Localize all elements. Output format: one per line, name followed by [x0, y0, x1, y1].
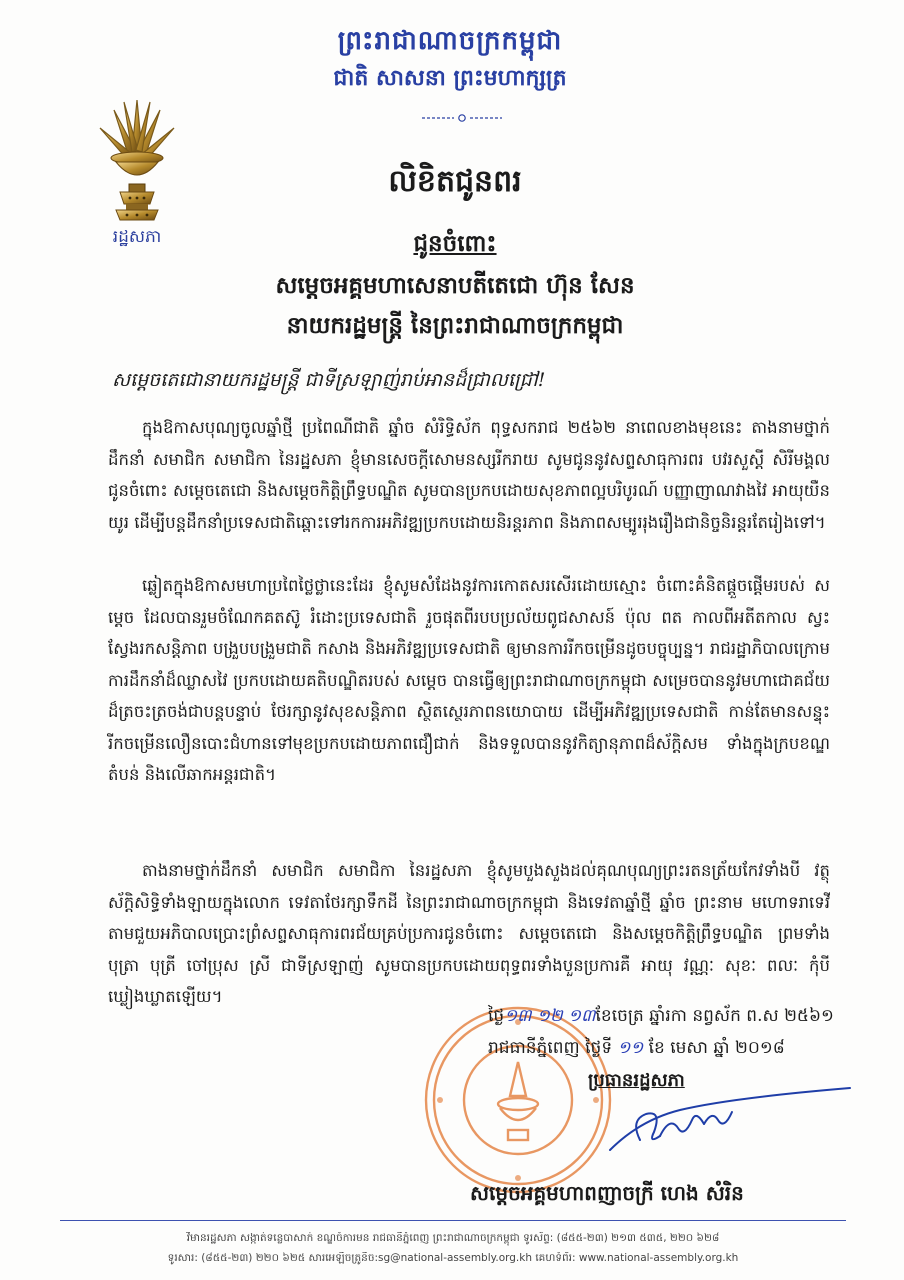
lunar-date-prefix: ថ្ងៃ: [488, 1006, 505, 1026]
lunar-date: [488, 1000, 858, 1032]
signer-name: សម្តេចអគ្គមហាពញាចក្រី ហេង សំរិន: [470, 1181, 744, 1205]
solar-date-handwritten: ១១: [617, 1038, 644, 1058]
body-paragraph-2: ឆ្លៀតក្នុងឱកាសមហាប្រពៃថ្លៃថ្លានេះដែរ ខ្ញុំសូមសំដែងនូវការកោតសរសើរដោយស្មោះ ចំពោះគំនិតផ្តួចផ្តើមរបស់ សម្តេច ដែលបានរួមចំណែកគតស៊ូ រំដោះប្រទេសជាតិ រួចផុតពីរបបប្រល័យពូជសាសន៍ ប៉ុល ពត កាលពីអតីតកាល ស្វះស្វែងរកសន្តិភាព បង្រួបបង្រួមជាតិ កសាង និងអភិវឌ្ឍប្រទេសជាតិ ឲ្យមានការរីកចម្រើនដូចបច្ចុប្បន្ន។ រាជរដ្ឋាភិបាលក្រោមការដឹកនាំដ៏ឈ្លាសវៃ ប្រកបដោយគតិបណ្ឌិតរបស់ សម្តេច បានធ្វើឲ្យព្រះរាជាណាចក្រកម្ពុជា សម្រេចបាននូវមហាជោគជ័យដ៏ត្រចះត្រចង់ជាបន្តបន្ទាប់ ថែរក្សានូវសុខសន្តិភាព ស្ថិតស្ថេរភាពនយោបាយ ដើម្បីអភិវឌ្ឍប្រទេសជាតិ កាន់តែមានសន្ទុះរីកចម្រើនលឿនបោះជំហានទៅមុខប្រកបដោយភាពជឿជាក់ និងទទួលបាននូវកិត្យានុភាពដ៏ស័ក្តិសម ទាំងក្នុងក្របខណ្ឌតំបន់ និងលើឆាកអន្តរជាតិ។: [108, 576, 830, 784]
kingdom-motto: ព្រះរាជាណាចក្រកម្ពុជា: [337, 26, 563, 56]
recipient-name: សម្តេចអគ្គមហាសេនាបតីតេជោ ហ៊ុន សែន: [275, 272, 635, 299]
recipient-position: នាយករដ្ឋមន្ត្រី នៃព្រះរាជាណាចក្រកម្ពុជា: [286, 312, 624, 339]
nation-motto: ជាតិ សាសនា ព្រះមហាក្សត្រ: [333, 65, 567, 91]
signer-title: ប្រធានរដ្ឋសភា: [588, 1070, 685, 1091]
divider-ornament-icon: [420, 112, 504, 124]
handwritten-signature-icon: [600, 1080, 860, 1160]
national-assembly-emblem-icon: [92, 92, 182, 242]
to-label: ជូនចំពោះ: [413, 230, 497, 257]
solar-date-prefix: រាជធានីភ្នំពេញ ថ្ងៃទី: [488, 1038, 613, 1058]
body-paragraph-3: តាងនាមថ្នាក់ដឹកនាំ សមាជិក សមាជិកា នៃរដ្ឋសភា ខ្ញុំសូមបួងសួងដល់គុណបុណ្យព្រះរតនត្រ័យកែវទាំងបី វត្ថុស័ក្តិសិទ្ធិទាំងឡាយក្នុងលោក ទេវតាថែរក្សាទឹកដី នៃព្រះរាជាណាចក្រកម្ពុជា និងទេវតាឆ្នាំថ្មី ឆ្នាំច ព្រះនាម មហោទរាទេវី តាមជួយអភិបាលប្រោះព្រំសព្ទសាធុការពរជ័យគ្រប់ប្រការជូនចំពោះ សម្តេចតេជោ និងសម្តេចកិត្តិព្រឹទ្ធបណ្ឌិត ព្រមទាំង បុត្រា បុត្រី ចៅប្រុស ស្រី ជាទីស្រឡាញ់ សូមបានប្រកបដោយពុទ្ធពរទាំងបួនប្រការគឺ អាយុ វណ្ណៈ សុខៈ ពលៈ កុំបីឃ្លៀងឃ្លាតឡើយ។: [108, 861, 830, 1006]
emblem-caption: រដ្ឋសភា: [112, 227, 162, 247]
footer-divider: [60, 1220, 846, 1221]
salutation: សម្តេចតេជោនាយករដ្ឋមន្ត្រី ជាទីស្រឡាញ់រាប់អានដ៏ជ្រាលជ្រៅ!: [112, 369, 546, 391]
letter-title: លិខិតជូនពរ: [388, 164, 522, 199]
lunar-date-handwritten: ១៣ ១២ ១៣: [504, 1006, 596, 1026]
date-block: [488, 1000, 858, 1064]
footer-contacts: ទូរសារ: (៨៥៥-២៣) ២២០ ៦២៥ សារអេឡិចត្រូនិច:sg@national-assembly.org.kh គេហទំព័រ: www.national-assembly.org.kh: [167, 1252, 739, 1264]
solar-date: [488, 1032, 858, 1064]
body-paragraph-1: ក្នុងឱកាសបុណ្យចូលឆ្នាំថ្មី ប្រពៃណីជាតិ ឆ្នាំច សំរិទ្ធិស័ក ពុទ្ធសករាជ ២៥៦២ នាពេលខាងមុខនេះ តាងនាមថ្នាក់ដឹកនាំ សមាជិក សមាជិកា នៃរដ្ឋសភា ខ្ញុំមានសេចក្តីសោមនស្សរីករាយ សូមជូននូវសព្ទសាធុការពរ បវរសួស្តី សិរីមង្គល ជូនចំពោះ សម្តេចតេជោ និងសម្តេចកិត្តិព្រឹទ្ធបណ្ឌិត សូមបានប្រកបដោយសុខភាពល្អបរិបូរណ៍ បញ្ញាញាណវាងវៃ អាយុយឺនយូរ ដើម្បីបន្តដឹកនាំប្រទេសជាតិឆ្ពោះទៅរកការអភិវឌ្ឍប្រកបដោយនិរន្តរភាព និងភាពសម្បូររុងរឿងជានិច្ចនិរន្តរតែរៀងទៅ។: [108, 418, 830, 532]
lunar-date-rest: ខែចេត្រ ឆ្នាំរកា នព្វស័ក ព.ស ២៥៦១: [595, 1006, 834, 1026]
solar-date-rest: ខែ មេសា ឆ្នាំ ២០១៨: [648, 1038, 785, 1058]
footer-address: វិមានរដ្ឋសភា សង្កាត់ទន្លេបាសាក់ ខណ្ឌចំការមន រាជធានីភ្នំពេញ ព្រះរាជាណាចក្រកម្ពុជា ទូរស័ព្ទ: (៨៥៥-២៣) ២១៣ ៥៣៥, ២២០ ៦២៨: [186, 1232, 720, 1244]
